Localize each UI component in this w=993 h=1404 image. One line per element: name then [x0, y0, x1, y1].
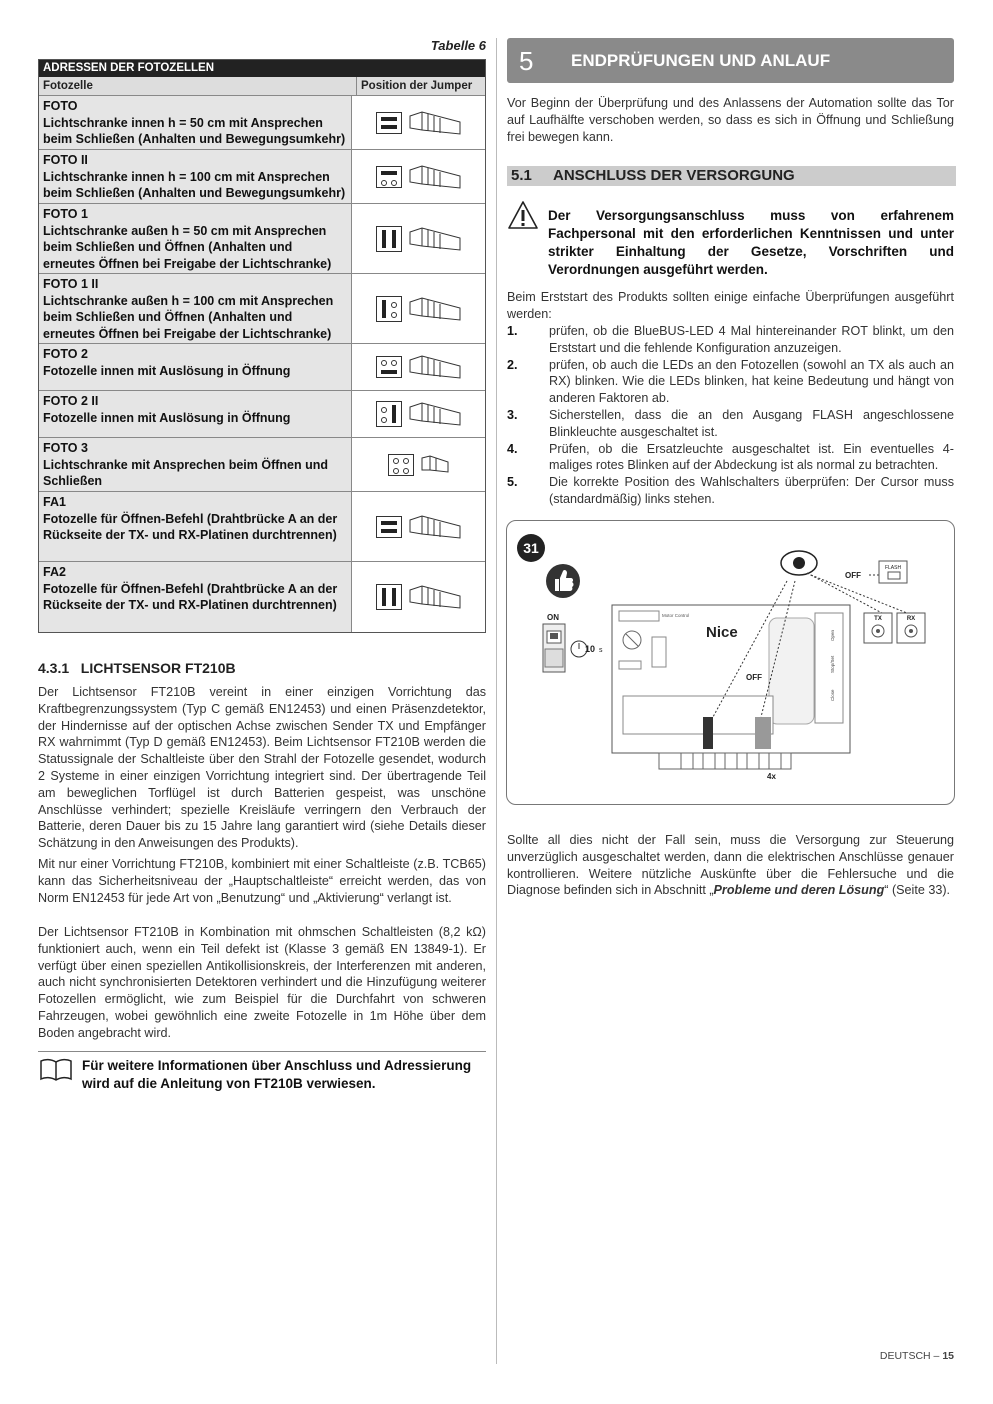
- jumper-icon: [388, 454, 414, 476]
- row-desc: Fotozelle für Öffnen-Befehl (Drahtbrücke A an der Rückseite der TX- und RX-Platinen durchtrennen): [43, 511, 338, 542]
- row-name: FOTO 2: [43, 347, 88, 361]
- section-heading-4-3-1: 4.3.1 LICHTSENSOR FT210B: [38, 660, 236, 676]
- close-label: Close: [830, 689, 835, 701]
- table-row: [39, 344, 485, 391]
- connector-icon: [408, 162, 462, 192]
- row-desc: Lichtschranke innen h = 50 cm mit Ansprechen beim Schließen (Anhalten und Bewegungsumkehr): [43, 115, 346, 146]
- section-title: ANSCHLUSS DER VERSORGUNG: [553, 167, 795, 184]
- jumper-icon: [376, 166, 402, 188]
- row-name: FOTO 3: [43, 441, 88, 455]
- circuit-breaker-icon: [543, 624, 565, 672]
- paragraph: Mit nur einer Vorrichtung FT210B, kombiniert mit einer Schaltleiste (z.B. TCB65) kann das Sicherheitsniveau der „Hauptschaltleiste“ erreicht werden, das von Norm EN12453 für jede Art von „Benutzung“ und „Aktivierung“ verlangt ist.: [38, 857, 486, 905]
- photocell-address-table: [38, 59, 486, 633]
- off-label: OFF: [845, 571, 861, 580]
- divider: [38, 1051, 486, 1052]
- jumper-icon: [376, 516, 402, 538]
- paragraph: Der Lichtsensor FT210B in Kombination mit ohmschen Schaltleisten (8,2 kΩ) funktioniert auch, wenn ein Teil defekt ist (Klasse 3 gemäß EN 13849-1). Er verfügt über einen speziellen Antikollisionskreis, der Interferenzen mit anderen, auch nicht synchronisierten Detektoren verhindert und die Hinzufügung weiterer Fotozellen ermöglicht, wie zum Beispiel für die Durchfahrt von schweren Fahrzeugen, wobei gewöhnlich eine zweite Fotozelle in 1m Höhe über dem Boden angebracht wird.: [38, 925, 486, 1040]
- list-item: 5. Die korrekte Position des Wahlschalters überprüfen: Der Cursor muss (standardmäßig) links stehen.: [507, 475, 954, 506]
- list-item: 1. prüfen, ob die BlueBUS-LED 4 Mal hintereinander ROT blinkt, um den Erststart und die fehlende Konfiguration anzuzeigen.: [507, 324, 954, 355]
- section-5-1-header: [507, 166, 956, 186]
- row-desc: Lichtschranke innen h = 100 cm mit Ansprechen beim Schließen (Anhalten und Bewegungsumkehr): [43, 169, 346, 200]
- column-divider: [496, 38, 497, 1364]
- row-name: FA1: [43, 495, 66, 509]
- jumper-icon: [376, 112, 402, 134]
- section-number: 5: [519, 46, 534, 76]
- tx-label: TX: [874, 616, 882, 622]
- table-row: [39, 492, 485, 562]
- table-row: [39, 96, 485, 150]
- flash-terminal: [755, 717, 771, 749]
- row-name: FOTO 1: [43, 207, 88, 221]
- row-name: FOTO 2 II: [43, 394, 99, 408]
- jumper-icon: [376, 356, 402, 378]
- table-title: ADRESSEN DER FOTOZELLEN: [39, 60, 485, 77]
- jumper-icon: [376, 584, 402, 610]
- row-desc: Fotozelle innen mit Auslösung in Öffnung: [43, 410, 291, 425]
- jumper-icon: [376, 226, 402, 252]
- input-block: [623, 696, 773, 734]
- list-item: 4. Prüfen, ob die Ersatzleuchte ausgeschaltet ist. Ein eventuelles 4-maliges rotes Blinken auf der Abdeckung ist als normal zu betrachten.: [507, 441, 954, 473]
- connector-icon: [408, 512, 462, 542]
- connector-icon: [408, 399, 462, 429]
- section-5-header: [507, 38, 954, 83]
- blink-count: 4x: [767, 772, 776, 781]
- figure-31: [506, 520, 955, 805]
- connector-icon: [408, 108, 462, 138]
- row-name: FA2: [43, 565, 66, 579]
- control-unit-diagram: [507, 521, 956, 806]
- row-desc: Lichtschranke außen h = 50 cm mit Ansprechen beim Schließen und Öffnen (Anhalten und erneutes Öffnen bei Freigabe der Lichtschranke): [43, 223, 332, 271]
- connector-icon: [408, 294, 462, 324]
- radio-module: [769, 618, 814, 724]
- row-name: FOTO 1 II: [43, 277, 99, 291]
- cross-reference: Probleme und deren Lösung: [713, 883, 885, 898]
- jumper-icon: [376, 296, 402, 322]
- flash-label: FLASH: [884, 565, 902, 571]
- list-item: 3. Sicherstellen, dass die an den Ausgang FLASH angeschlossene Blinkleuchte ausgeschaltet ist.: [507, 407, 954, 439]
- warning-text: Der Versorgungsanschluss muss von erfahrenem Fachpersonal mit den erforderlichen Kenntnissen und unter strikter Einhaltung der Gesetze, Vorschriften und Verordnungen ausgeführt werden.: [548, 208, 954, 277]
- figure-number: 31: [523, 540, 539, 556]
- table-caption: Tabelle 6: [430, 38, 486, 53]
- row-desc: Lichtschranke mit Ansprechen beim Öffnen und Schließen: [43, 457, 328, 488]
- checklist: [507, 323, 954, 508]
- table-row: [39, 391, 485, 438]
- table-header-photocell: Fotozelle: [39, 77, 357, 95]
- connector-icon: [408, 224, 462, 254]
- connector-icon: [420, 450, 450, 480]
- jumper-icon: [376, 401, 402, 427]
- paragraph: Sollte all dies nicht der Fall sein, muss die Versorgung zur Steuerung unverzüglich ausgeschaltet werden, dann die elektrischen Anschlüsse genauer kontrollieren. Weitere nützliche Auskünfte über die Fehlersuche und die Diagnose befinden sich in Abschnitt „Probleme und deren Lösung“ (Seite 33).: [507, 833, 954, 898]
- warning-icon: [507, 200, 539, 230]
- table-row: [39, 562, 485, 632]
- timer-unit: s: [599, 647, 603, 654]
- motor-control-label: Motor Control: [662, 613, 690, 618]
- timer-value: 10: [585, 644, 596, 654]
- connector-icon: [408, 582, 462, 612]
- page-number: 15: [942, 1350, 954, 1362]
- table-row: [39, 438, 485, 492]
- row-desc: Lichtschranke außen h = 100 cm mit Ansprechen beim Schließen und Öffnen (Anhalten und erneutes Öffnen bei Freigabe der Lichtschranke): [43, 293, 334, 341]
- row-desc: Fotozelle für Öffnen-Befehl (Drahtbrücke A an der Rückseite der TX- und RX-Platinen durchtrennen): [43, 581, 338, 612]
- open-label: Open: [830, 629, 835, 641]
- paragraph: Vor Beginn der Überprüfung und des Anlassens der Automation sollte das Tor auf Laufhälfte verschoben werden, so dass es sich in Öffnung und Schließung frei bewegen kann.: [507, 96, 954, 144]
- book-icon: [40, 1058, 72, 1082]
- section-title: ENDPRÜFUNGEN UND ANLAUF: [571, 51, 831, 70]
- connector-icon: [408, 352, 462, 382]
- row-desc: Fotozelle innen mit Auslösung in Öffnung: [43, 363, 291, 378]
- list-item: 2. prüfen, ob auch die LEDs an den Fotozellen (sowohl an TX als auch an RX) blinken. Wie die LEDs blinken, hat keine Bedeutung und hängt von anderen Faktoren ab.: [507, 357, 954, 406]
- page-footer: DEUTSCH – 15: [879, 1350, 954, 1362]
- row-name: FOTO II: [43, 153, 88, 167]
- on-label: ON: [547, 613, 559, 622]
- note-text: Für weitere Informationen über Anschluss und Adressierung wird auf die Anleitung von FT210B verwiesen.: [82, 1058, 472, 1091]
- table-header-jumper: Position der Jumper: [361, 80, 473, 92]
- rx-label: RX: [906, 616, 916, 622]
- section-number: 5.1: [511, 167, 532, 184]
- brand-logo: Nice: [706, 624, 738, 641]
- table-row: [39, 150, 485, 204]
- table-row: [39, 204, 485, 274]
- stop-label: Stop/Set: [830, 655, 835, 673]
- paragraph: Der Lichtsensor FT210B vereint in einer einzigen Vorrichtung das Kraftbegrenzungssystem (Typ C gemäß EN12453) und einen Präsenzdetektor, der Hindernisse auf der optischen Achse zwischen Sender TX und Empfänger RX wahrnimmt (Typ D gemäß EN12453). Beim Lichtsensor FT210B werden die Statussignale der Schaltleiste über den Strahl der Fotozelle gesendet, wodurch 2 Systeme in einer einzigen Vorrichtung integriert sind. Der übertragende Teil am beweglichen Torflügel ist durch Batterien gespeist, was unschöne Anschlüsse verhindert; spezielle Kreisläufe verringern den Verbrauch der Batterie, deren Dauer bis zu 15 Jahre lang garantiert wird (siehe Details dieser Schätzung in den Anweisungen des Produkts).: [38, 685, 486, 851]
- row-name: FOTO: [43, 99, 78, 113]
- bluebus-terminal: [703, 717, 713, 749]
- table-header-row: [39, 77, 485, 96]
- paragraph: Beim Erststart des Produkts sollten einige einfache Überprüfungen ausgeführt werden:: [507, 290, 954, 321]
- table-row: [39, 274, 485, 344]
- board-off-label: OFF: [746, 673, 762, 682]
